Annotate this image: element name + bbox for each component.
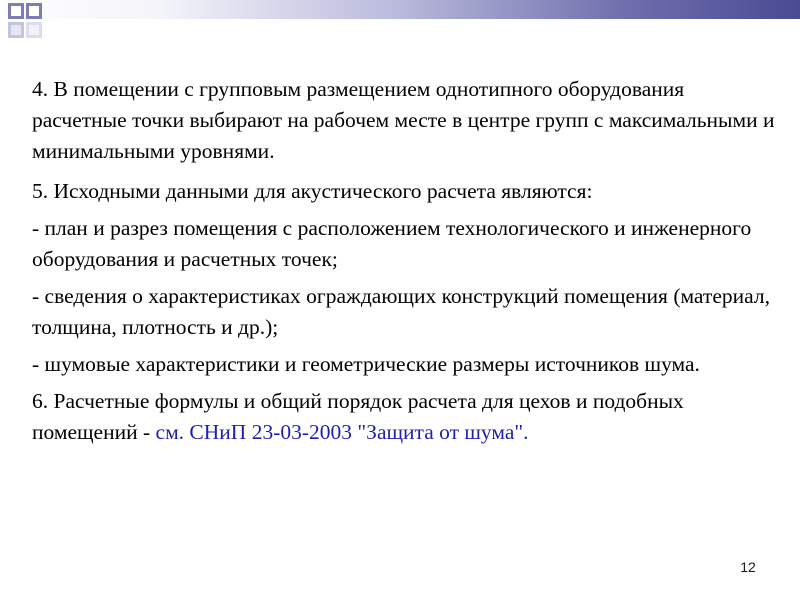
decor-square-icon: [26, 3, 42, 19]
paragraph-5: 5. Исходными данными для акустического расчета являются:: [32, 179, 593, 203]
paragraph-6: [32, 386, 782, 448]
slide-body: [32, 74, 782, 454]
paragraph-4: 4. В помещении с групповым размещением однотипного оборудования расчетные точки выбирают на рабочем месте в центре групп с максимальными и минимальными уровнями.: [32, 77, 775, 163]
paragraph-6-text: 6. Расчетные формулы и общий порядок расчета для цехов и подобных помещений -: [32, 389, 684, 444]
snip-reference-link[interactable]: см. СНиП 23-03-2003 "Защита от шума".: [155, 420, 529, 444]
page-number: 12: [740, 559, 756, 575]
paragraph-list-item-noise-sources: - шумовые характеристики и геометрические размеры источников шума.: [32, 352, 700, 376]
decor-square-icon: [8, 3, 24, 19]
decor-square-icon: [26, 22, 42, 38]
paragraph-list-item-plan: - план и разрез помещения с расположением технологического и инженерного оборудования и расчетных точек;: [32, 216, 752, 271]
paragraph-list-item-constructions: - сведения о характеристиках ограждающих конструкций помещения (материал, толщина, плотность и др.);: [32, 284, 770, 339]
header-gradient-band: [0, 0, 800, 19]
decor-square-icon: [8, 22, 24, 38]
